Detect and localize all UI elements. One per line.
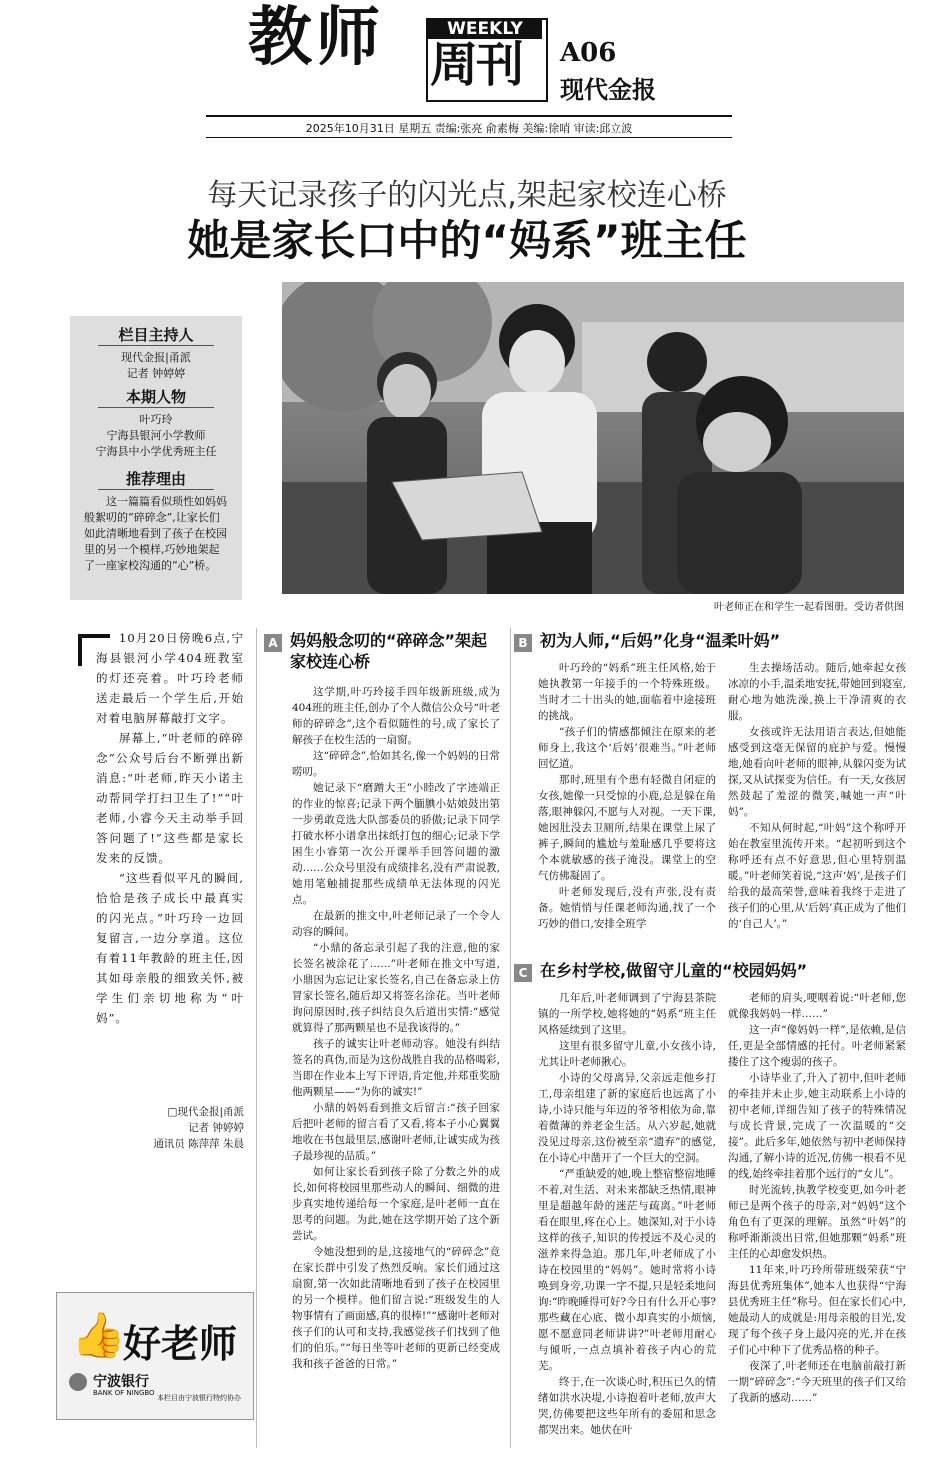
byline-outlet: □现代金报|甬派 xyxy=(167,1106,244,1118)
lead-paragraph: “这些看似平凡的瞬间,恰恰是孩子成长中最真实的闪光点。”叶巧玲一边回复留言,一边分享道。这位有着11年教龄的班主任,因其如母亲般的细致关怀,被学生们亲切地称为“叶妈”。 xyxy=(96,871,244,1025)
body-paragraph: “孩子们的情感都倾注在原来的老师身上,我这个‘后妈’很难当。”叶老师回忆道。 xyxy=(538,726,716,770)
headline: 她是家长口中的“妈系”班主任 xyxy=(187,216,747,265)
thumbs-up-icon: 👍 xyxy=(71,1310,126,1361)
body-paragraph: 小诗的父母离异,父亲远走他乡打工,母亲组建了新的家庭后也远离了小诗,小诗只能与年迈的爷爷相依为命,靠着微薄的养老金生活。从六岁起,她就没见过母亲,这份被至亲“遗弃”的感觉,在小诗心中凿开了一个巨大的空洞。 xyxy=(538,1072,716,1164)
lead-paragraph: 10月20日傍晚6点,宁海县银河小学404班教室的灯还亮着。叶巧玲老师送走最后一个学生后,开始对着电脑屏幕敲打文字。 xyxy=(96,631,244,725)
body-paragraph: 令她没想到的是,这接地气的“碎碎念”竟在家长群中引发了热烈反响。家长们通过这扇窗,第一次如此清晰地看到了孩子在校园里的另一个模样。他们留言说:“班级发生的人物事情有了画面感,真的很棒!”“感谢叶老师对孩子们的认可和支持,我感觉孩子们找到了他们的伯乐。”“每日坐等叶老师的更新已经变成我和孩子爸爸的日常。” xyxy=(292,1246,500,1370)
byline xyxy=(96,1104,244,1152)
body-paragraph: 终于,在一次谈心时,积压已久的情绪如洪水决堤,小诗抱着叶老师,放声大哭,仿佛要把这些年所有的委屈和思念都哭出来。她伏在叶 xyxy=(538,1376,716,1436)
section-c-col-1 xyxy=(538,990,716,1438)
body-paragraph: 这一声“像妈妈一样”,是依赖,是信任,更是全部情感的托付。叶老师紧紧搂住了这个瘦弱的孩子。 xyxy=(728,1024,906,1068)
photo-caption: 叶老师正在和学生一起看图册。受访者供图 xyxy=(714,602,904,613)
body-paragraph: 老师的肩头,哽咽着说:“叶老师,您就像我妈妈一样……” xyxy=(728,992,906,1020)
column-divider xyxy=(510,628,511,1448)
section-a-title: 妈妈般念叨的“碎碎念”架起家校连心桥 xyxy=(290,631,488,671)
host-heading: 栏目主持人 xyxy=(118,326,194,344)
feature-photo xyxy=(282,282,904,594)
body-paragraph: 小鼎的妈妈看到推文后留言:“孩子回家后把叶老师的留言看了又看,将本子小心翼翼地收在书包最里层,感谢叶老师,让诚实成为孩子最珍视的品质。” xyxy=(292,1102,500,1162)
body-paragraph: 叶巧玲的“妈系”班主任风格,始于她执教第一年接手的一个特殊班级。当时才二十出头的她,面临着中途接班的挑战。 xyxy=(538,662,716,722)
body-paragraph: 那时,班里有个患有轻微自闭症的女孩,她像一只受惊的小鹿,总是躲在角落,眼神躲闪,不愿与人对视。一天下课,她因肚没去卫厕所,结果在课堂上尿了裤子,瞬间的尴尬与羞耻感几乎要将这个本就敏感的孩子淹没。课堂上的空气仿佛凝固了。 xyxy=(538,774,717,882)
body-paragraph: 孩子的诚实让叶老师动容。她没有纠结签名的真伪,而是为这份战胜自我的品格喝彩,当即在作业本上写下评语,肯定他,并郑重奖励他两颗星——“为你的诚实!” xyxy=(292,1038,500,1098)
section-c-col-2 xyxy=(728,990,906,1406)
photo-illustration xyxy=(282,282,904,594)
bank-logo-icon xyxy=(69,1373,87,1391)
dateline: 2025年10月31日 星期五 责编:张亮 俞素梅 美编:徐哨 审读:邱立波 xyxy=(305,122,633,135)
person-line-2: 宁海县中小学优秀班主任 xyxy=(95,445,217,458)
sponsor-ad xyxy=(56,1292,254,1420)
body-paragraph: 她记录下“磨蹭大王”小睦改了字迹端正的作业的惊喜;记录下两个腼腆小姑娘鼓出第一步勇敢竞选大队部委员的骄傲;记录下同学打破水杯小谱拿出抹纸打包的细心;记录下学困生小睿第一次公开课举手回答问题的激动……公众号里没有成绩排名,没有严肃说教,她用笔触捕捉那些成绩单无法体现的闪光点。 xyxy=(292,782,500,906)
section-a-badge: A xyxy=(264,634,282,652)
body-paragraph: 女孩或许无法用语言表达,但她能感受到这毫无保留的庇护与爱。慢慢地,她看向叶老师的眼神,从躲闪变为试探,又从试探变为信任。有一天,女孩居然鼓起了羞涩的微笑,喊她一声“叶妈”。 xyxy=(728,726,906,818)
ad-tagline: 本栏目由宁波银行特约协办 xyxy=(157,1394,241,1402)
person-name: 叶巧玲 xyxy=(139,413,173,426)
ad-bank-en: BANK OF NINGBO xyxy=(93,1389,155,1397)
body-paragraph: 不知从何时起,“叶妈”这个称呼开始在教室里流传开来。“起初听到这个称呼还有点不好意思,但心里特别温暖。”叶老师笑着说,“这声‘妈’,是孩子们给我的最高荣誉,意味着我终于走进了孩子们的心里,从‘后妈’真正成为了他们的‘自己人’。” xyxy=(728,822,907,930)
zhoukan-label: 周刊 xyxy=(430,37,523,93)
ad-bank-name: 宁波银行 xyxy=(93,1374,149,1390)
body-paragraph: 小诗毕业了,升入了初中,但叶老师的牵挂并未止步,她主动联系上小诗的初中老师,详细告知了孩子的特殊情况与成长背景,完成了一次温暖的“交接”。此后多年,她依然与初中老师保持沟通,了解小诗的近况,仿佛一根看不见的线,始终牵挂着那个远行的“女儿”。 xyxy=(728,1072,906,1180)
section-a-body xyxy=(292,684,500,1372)
body-paragraph: 在最新的推文中,叶老师记录了一个令人动容的瞬间。 xyxy=(292,910,500,938)
page-number: A06 xyxy=(560,38,617,68)
subheadline: 每天记录孩子的闪光点,架起家校连心桥 xyxy=(207,178,727,213)
body-paragraph: 如何让家长看到孩子除了分数之外的成长,如何将校园里那些动人的瞬间、细微的进步真实地传递给每一个家庭,是叶老师一直在思考的问题。为此,她在这学期开始了这个新尝试。 xyxy=(292,1166,500,1242)
host-line-1: 现代金报|甬派 xyxy=(121,351,191,364)
body-paragraph: 时光流转,执教学校变更,如今叶老师已是两个孩子的母亲,对“妈妈”这个角色有了更深的理解。虽然“叶妈”的称呼渐渐淡出日常,但她那颗“妈系”班主任的心却愈发炽热。 xyxy=(728,1184,906,1260)
reason-heading: 推荐理由 xyxy=(125,470,186,488)
section-c-title: 在乡村学校,做留守儿童的“校园妈妈” xyxy=(540,961,808,980)
ad-slogan: 好老师 xyxy=(123,1322,238,1366)
body-paragraph: 这里有很多留守儿童,小女孩小诗,尤其让叶老师揪心。 xyxy=(538,1040,716,1068)
byline-reporter: 记者 钟婷婷 xyxy=(188,1122,244,1134)
masthead-title: 教师 xyxy=(248,0,384,75)
body-paragraph: 生去操场活动。随后,她牵起女孩冰凉的小手,温柔地安抚,带她回到寝室,耐心地为她洗澡,换上干净清爽的衣服。 xyxy=(728,662,907,722)
masthead-rule-top xyxy=(206,115,732,117)
body-paragraph: 这学期,叶巧玲接手四年级新班级,成为404班的班主任,创办了个人微信公众号“叶老师的碎碎念”,这个看似随性的号,成了家长了解孩子在校生活的一扇窗。 xyxy=(292,686,500,746)
divider xyxy=(98,407,214,408)
section-b-col-1 xyxy=(538,660,716,932)
column-divider xyxy=(256,628,257,1448)
section-c-badge: C xyxy=(514,964,532,982)
section-b-col-2 xyxy=(728,660,906,932)
masthead-rule-bottom xyxy=(206,137,732,138)
divider xyxy=(98,345,214,346)
divider xyxy=(98,489,214,490)
body-paragraph: 叶老师发现后,没有声张,没有责备。她悄悄与任课老师沟通,找了一个巧妙的借口,安排全班学 xyxy=(538,886,716,930)
body-paragraph: 11年来,叶巧玲所带班级荣获“宁海县优秀班集体”,她本人也获得“宁海县优秀班主任”称号。但在家长们心中,她最动人的成就是:用母亲般的目光,发现了每个孩子身上最闪亮的光,并在孩子们心中种下了优秀品格的种子。 xyxy=(728,1264,906,1356)
person-line-1: 宁海县银河小学教师 xyxy=(106,429,206,442)
body-paragraph: “小鼎的备忘录引起了我的注意,他的家长签名被涂花了……”叶老师在推文中写道,小鼎因为忘记让家长签名,自己在备忘录上仿冒家长签名,随后却又将签名涂花。当叶老师询问原因时,孩子纠结良久后道出实情:“感觉就算得了那两颗星也不是我该得的。” xyxy=(292,942,500,1034)
body-paragraph: 这“碎碎念”,恰如其名,像一个妈妈的日常唠叨。 xyxy=(292,750,500,778)
weekly-label: WEEKLY xyxy=(428,19,542,39)
body-paragraph: 夜深了,叶老师还在电脑前敲打新一期“碎碎念”:“今天班里的孩子们又给了我新的感动……” xyxy=(728,1360,906,1404)
host-line-2: 记者 钟婷婷 xyxy=(126,367,186,380)
body-paragraph: 几年后,叶老师调到了宁海县茶院镇的一所学校,她将她的“妈系”班主任风格延续到了这里。 xyxy=(538,992,716,1036)
section-b-title: 初为人师,“后妈”化身“温柔叶妈” xyxy=(540,631,781,650)
reason-text: 这一篇篇看似琐性如妈妈般絮叨的“碎碎念”,让家长们如此清晰地看到了孩子在校园里的另一个模样,巧妙地架起了一座家校沟通的“心”桥。 xyxy=(84,495,227,572)
body-paragraph: “严重缺爱的她,晚上整宿整宿地睡不着,对生活、对未来都缺乏热情,眼神里是超越年龄的迷茫与疏离。”叶老师看在眼里,疼在心上。她深知,对于小诗这样的孩子,知识的传授远不及心灵的滋养来得急迫。那几年,叶老师成了小诗在校园里的“妈妈”。她时常将小诗唤到身旁,功课一字不提,只是轻柔地问询:“昨晚睡得可好?今日有什么开心事?那些藏在心底、微小却真实的小烦恼,愿不愿意同老师讲讲?”叶老师用耐心与倾听,一点点填补着孩子内心的荒芜。 xyxy=(538,1168,716,1372)
lead-paragraph: 屏幕上,“叶老师的碎碎念”公众号后台不断弹出新消息:“叶老师,昨天小诺主动帮同学打扫卫生了!”“叶老师,小睿今天主动举手回答问题了!”这些都是家长发来的反馈。 xyxy=(96,731,244,865)
section-b-badge: B xyxy=(514,634,532,652)
byline-correspondents: 通讯员 陈萍萍 朱晨 xyxy=(153,1138,244,1150)
paper-name: 现代金报 xyxy=(560,75,656,104)
column-info-box xyxy=(70,316,242,600)
lead-column xyxy=(96,628,244,1028)
person-heading: 本期人物 xyxy=(125,388,186,406)
